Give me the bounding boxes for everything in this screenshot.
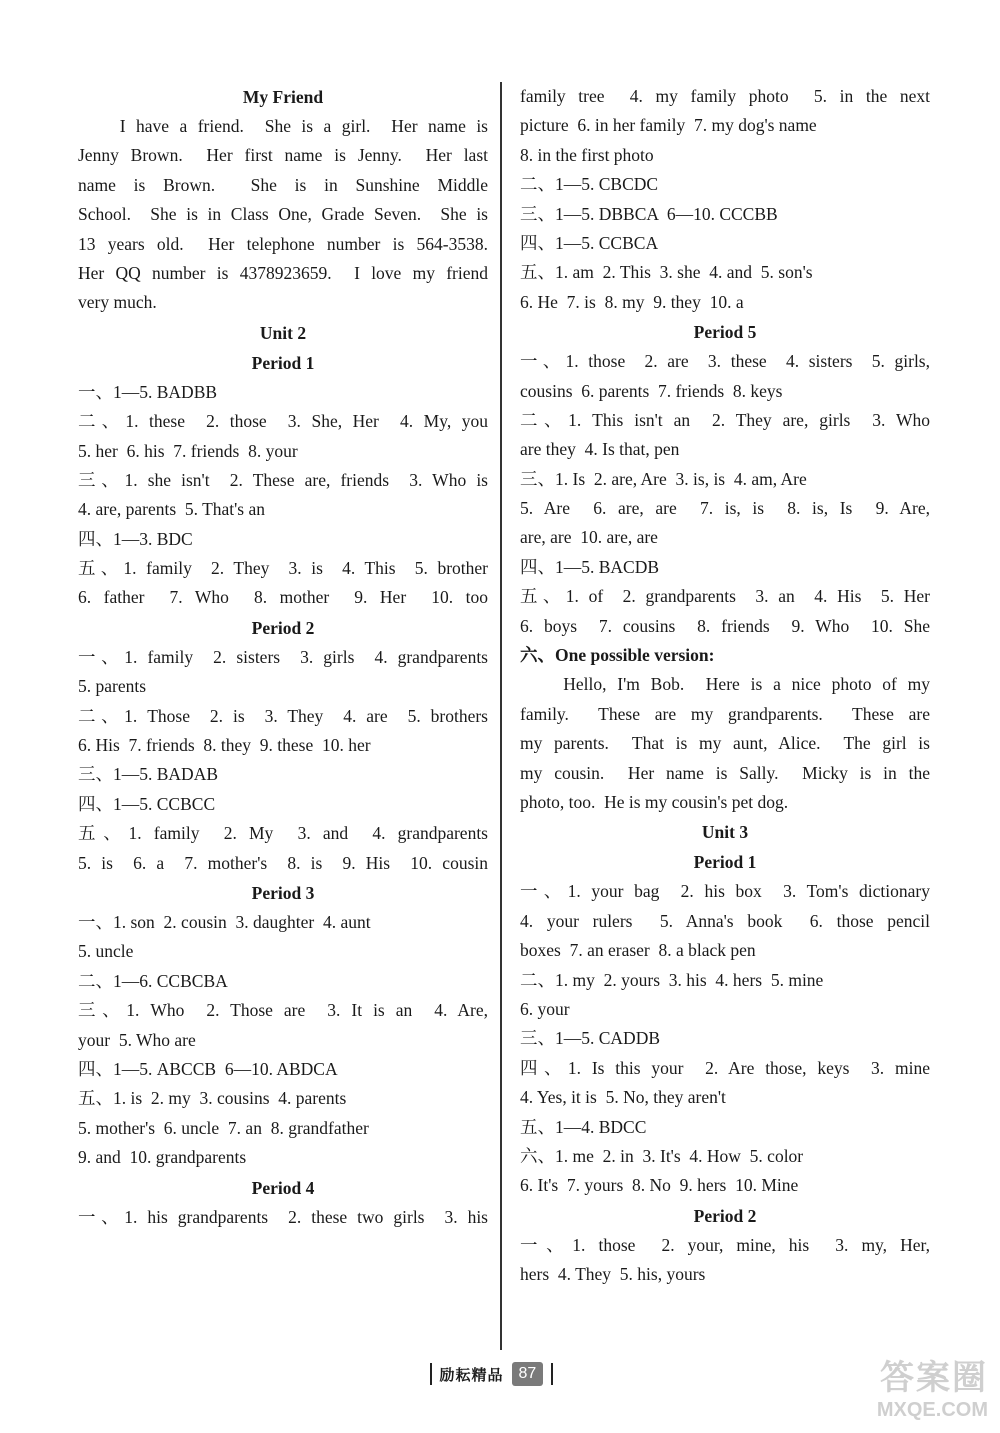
answer-line: 一、1. those 2. your, mine, his 3. my, Her,: [520, 1234, 930, 1255]
answer-line: 二、1. Those 2. is 3. They 4. are 5. brothers: [78, 705, 488, 726]
answer-line: 五、1. family 2. They 3. is 4. This 5. brother: [78, 558, 488, 579]
watermark-logo: [813, 1350, 988, 1425]
answer-line: 9. and 10. grandparents: [78, 1147, 247, 1168]
answer-line: 三、1. Who 2. Those are 3. It is an 4. Are,: [78, 1000, 488, 1021]
answer-line: 三、1—5. BADAB: [78, 764, 219, 785]
answer-line: 4. Yes, it is 5. No, they aren't: [520, 1087, 726, 1108]
section-heading: Period 1: [251, 352, 315, 373]
left-column: [78, 82, 488, 1232]
section-heading: Unit 2: [259, 322, 307, 343]
page-footer: [430, 1358, 553, 1390]
answer-line: 二、1—6. CCBCBA: [78, 970, 228, 991]
answer-line: 8. in the first photo: [520, 144, 654, 165]
answer-line: 二、1. This isn't an 2. They are, girls 3. Who: [520, 409, 930, 430]
answer-line: family. These are my grandparents. These are: [520, 703, 930, 724]
answer-line: 六、One possible version:: [520, 645, 715, 666]
section-heading: Period 2: [693, 1205, 757, 1226]
watermark-text: 答案圈: [880, 1359, 988, 1397]
answer-line: 13 years old. Her telephone number is 564-3538.: [78, 233, 488, 254]
answer-line: 四、1—5. BACDB: [520, 556, 660, 577]
section-heading: Period 4: [251, 1177, 315, 1198]
answer-line: hers 4. They 5. his, yours: [520, 1264, 706, 1285]
answer-line: 三、1. she isn't 2. These are, friends 3. Who is: [78, 469, 488, 490]
answer-line: family tree 4. my family photo 5. in the next: [520, 86, 930, 106]
answer-line: 一、1—5. BADBB: [78, 381, 218, 402]
answer-line: 二、1. my 2. yours 3. his 4. hers 5. mine: [520, 969, 824, 990]
answer-line: 4. your rulers 5. Anna's book 6. those pencil: [520, 910, 930, 931]
footer-bar: [430, 1363, 432, 1385]
watermark-url: MXQE.COM: [876, 1399, 988, 1421]
answer-line: 五、1. family 2. My 3. and 4. grandparents: [78, 823, 488, 844]
answer-line: I have a friend. She is a girl. Her name is: [78, 116, 488, 136]
answer-line: picture 6. in her family 7. my dog's name: [520, 115, 817, 136]
footer-bar: [551, 1363, 553, 1385]
answer-line: 5. is 6. a 7. mother's 8. is 9. His 10. cousin: [78, 852, 488, 873]
answer-line: 六、1. me 2. in 3. It's 4. How 5. color: [520, 1145, 804, 1166]
section-heading: Unit 3: [701, 822, 749, 843]
answer-line: 四、1—5. CCBCA: [520, 232, 659, 253]
answer-line: 五、1. am 2. This 3. she 4. and 5. son's: [520, 262, 813, 283]
answer-line: 6. He 7. is 8. my 9. they 10. a: [520, 291, 744, 312]
answer-line: 三、1—5. DBBCA 6—10. CCCBB: [520, 203, 778, 224]
answer-line: 一、1. his grandparents 2. these two girls 3. his: [78, 1206, 488, 1227]
answer-line: 一、1. your bag 2. his box 3. Tom's dictionary: [520, 881, 930, 902]
answer-line: 6. boys 7. cousins 8. friends 9. Who 10. She: [520, 615, 930, 636]
answer-line: are they 4. Is that, pen: [520, 439, 680, 460]
answer-line: 6. your: [520, 998, 570, 1019]
answer-line: 五、1. of 2. grandparents 3. an 4. His 5. Her: [520, 586, 930, 607]
section-heading: My Friend: [242, 87, 324, 107]
answer-line: 5. her 6. his 7. friends 8. your: [78, 440, 298, 461]
answer-line: cousins 6. parents 7. friends 8. keys: [520, 380, 783, 401]
answer-line: my cousin. Her name is Sally. Micky is in the: [520, 762, 930, 783]
answer-line: 5. parents: [78, 676, 147, 697]
answer-line: 6. It's 7. yours 8. No 9. hers 10. Mine: [520, 1175, 799, 1196]
right-column: [520, 82, 930, 1289]
answer-line: are, are 10. are, are: [520, 527, 658, 548]
answer-line: 四、1. Is this your 2. Are those, keys 3. mine: [520, 1057, 930, 1078]
answer-line: photo, too. He is my cousin's pet dog.: [520, 791, 789, 812]
answer-line: 五、1. is 2. my 3. cousins 4. parents: [78, 1088, 347, 1109]
column-divider: [500, 82, 502, 1350]
answer-line: Jenny Brown. Her first name is Jenny. Her last: [78, 145, 488, 166]
answer-line: 一、1. family 2. sisters 3. girls 4. grandparents: [78, 646, 488, 667]
answer-line: 5. uncle: [78, 941, 134, 962]
section-heading: Period 5: [693, 322, 757, 343]
answer-line: boxes 7. an eraser 8. a black pen: [520, 940, 756, 961]
section-heading: Period 1: [693, 852, 757, 873]
answer-line: 4. are, parents 5. That's an: [78, 499, 266, 520]
answer-line: your 5. Who are: [78, 1029, 196, 1050]
answer-line: 一、1. those 2. are 3. these 4. sisters 5. girls,: [520, 351, 930, 372]
answer-line: 五、1—4. BDCC: [520, 1116, 647, 1137]
answer-line: 二、1. these 2. those 3. She, Her 4. My, you: [78, 411, 488, 432]
answer-line: Hello, I'm Bob. Here is a nice photo of my: [520, 674, 930, 695]
answer-line: 四、1—5. ABCCB 6—10. ABDCA: [78, 1058, 338, 1079]
answer-line: very much.: [78, 292, 157, 313]
answer-line: 二、1—5. CBCDC: [520, 174, 659, 195]
answer-line: 三、1. Is 2. are, Are 3. is, is 4. am, Are: [520, 468, 807, 489]
answer-line: School. She is in Class One, Grade Seven. She is: [78, 204, 488, 225]
answer-line: 5. mother's 6. uncle 7. an 8. grandfather: [78, 1117, 369, 1138]
section-heading: Period 3: [251, 882, 315, 903]
answer-line: 5. Are 6. are, are 7. is, is 8. is, Is 9. Are,: [520, 498, 930, 519]
page-number: 87: [512, 1362, 544, 1386]
answer-line: name is Brown. She is in Sunshine Middle: [78, 174, 488, 195]
footer-brand: 励耘精品: [439, 1365, 504, 1384]
answer-line: my parents. That is my aunt, Alice. The girl is: [520, 733, 930, 754]
answer-line: Her QQ number is 4378923659. I love my friend: [78, 262, 488, 283]
answer-line: 四、1—3. BDC: [78, 528, 193, 549]
answer-line: 三、1—5. CADDB: [520, 1028, 661, 1049]
answer-line: 6. father 7. Who 8. mother 9. Her 10. too: [78, 587, 488, 608]
answer-line: 四、1—5. CCBCC: [78, 793, 216, 814]
answer-line: 一、1. son 2. cousin 3. daughter 4. aunt: [78, 911, 371, 932]
answer-line: 6. His 7. friends 8. they 9. these 10. her: [78, 735, 371, 756]
section-heading: Period 2: [251, 617, 315, 638]
